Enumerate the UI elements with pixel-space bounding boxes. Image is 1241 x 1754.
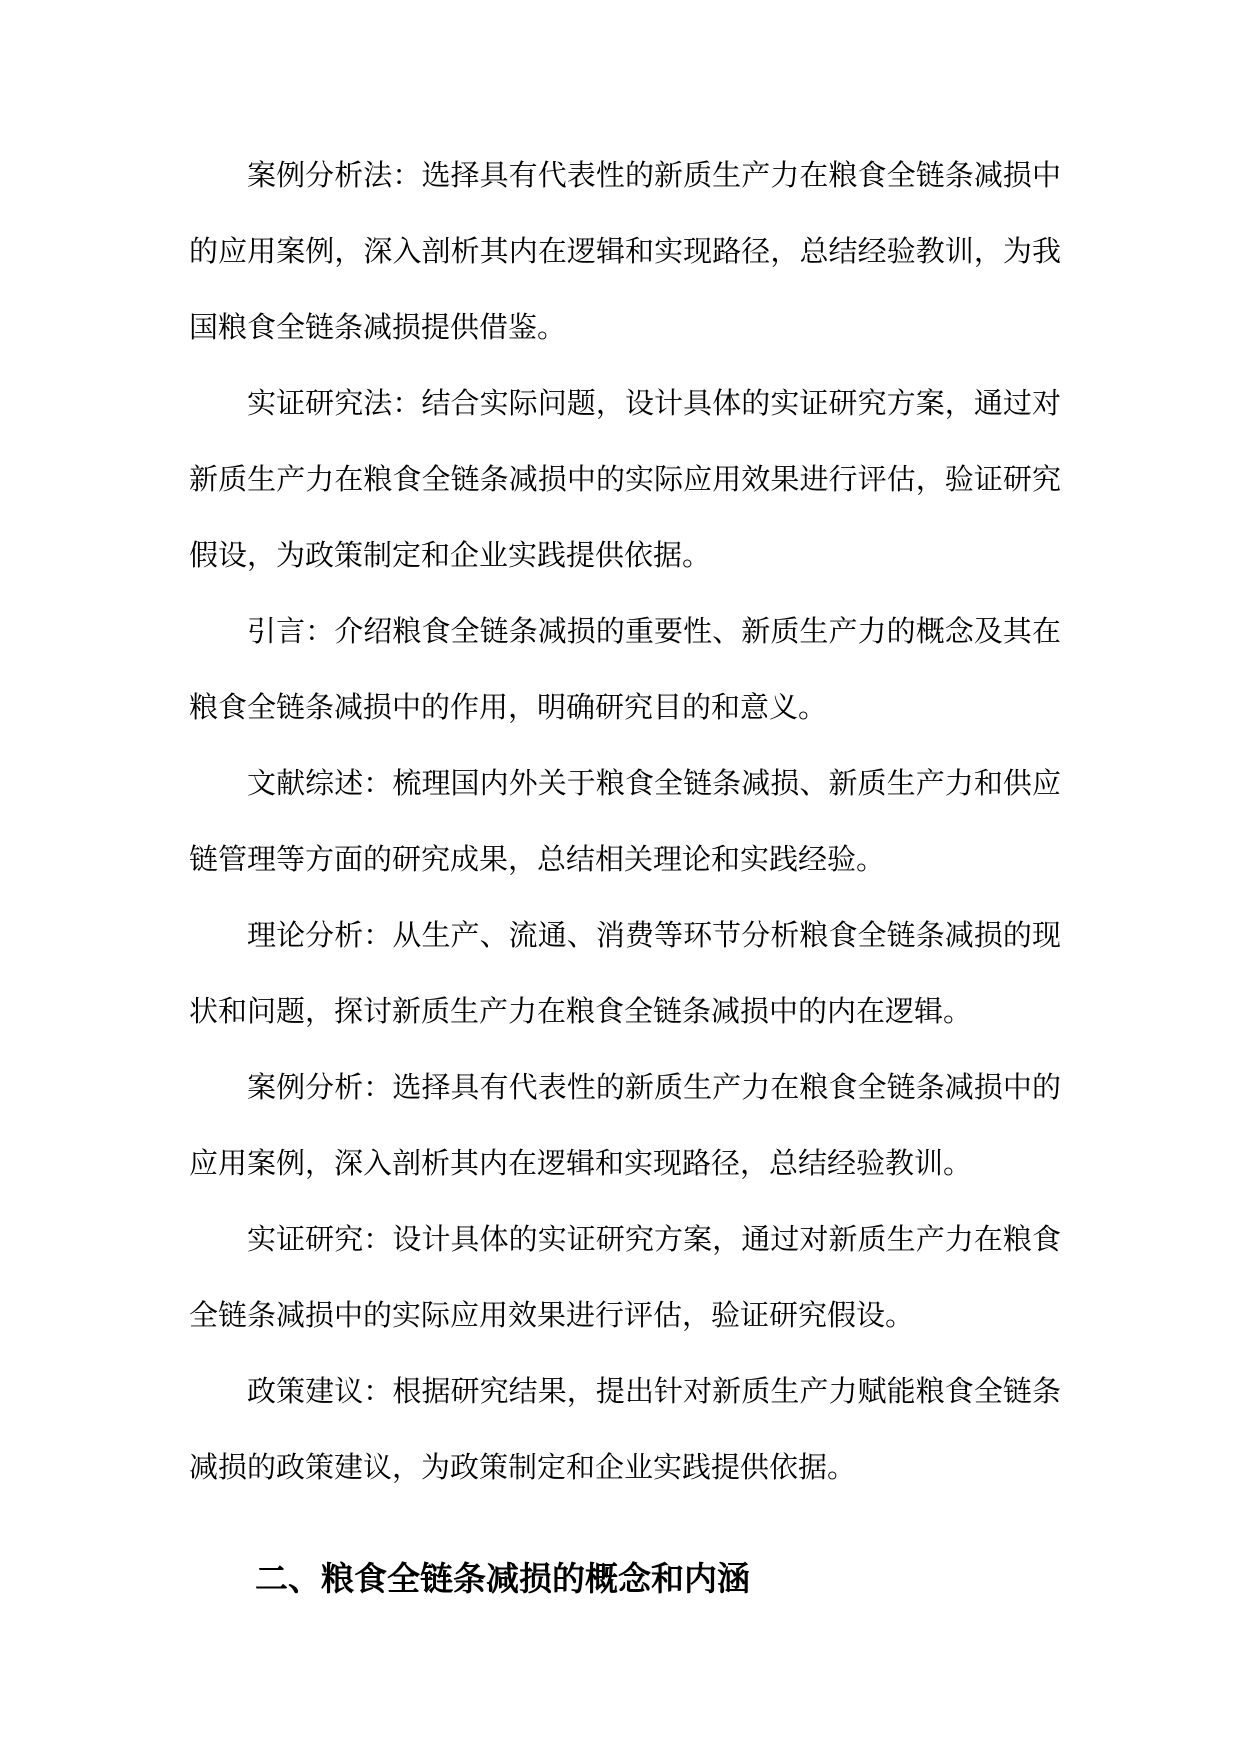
paragraph-case-analysis: 案例分析：选择具有代表性的新质生产力在粮食全链条减损中的应用案例，深入剖析其内在逻辑和实现路径，总结经验教训。 <box>189 1070 1061 1180</box>
paragraph-policy-suggestions: 政策建议：根据研究结果，提出针对新质生产力赋能粮食全链条减损的政策建议，为政策制定和企业实践提供依据。 <box>189 1374 1061 1484</box>
section-heading: 二、粮食全链条减损的概念和内涵 <box>255 1559 750 1598</box>
paragraph-empirical-research: 实证研究：设计具体的实证研究方案，通过对新质生产力在粮食全链条减损中的实际应用效果进行评估，验证研究假设。 <box>189 1222 1061 1332</box>
paragraph-theoretical-analysis: 理论分析：从生产、流通、消费等环节分析粮食全链条减损的现状和问题，探讨新质生产力在粮食全链条减损中的内在逻辑。 <box>189 918 1061 1028</box>
paragraph-introduction: 引言：介绍粮食全链条减损的重要性、新质生产力的概念及其在粮食全链条减损中的作用，明确研究目的和意义。 <box>189 614 1061 724</box>
document-body <box>189 137 1061 1617</box>
paragraph-case-analysis-method: 案例分析法：选择具有代表性的新质生产力在粮食全链条减损中的应用案例，深入剖析其内在逻辑和实现路径，总结经验教训，为我国粮食全链条减损提供借鉴。 <box>189 158 1061 344</box>
paragraph-empirical-research-method: 实证研究法：结合实际问题，设计具体的实证研究方案，通过对新质生产力在粮食全链条减损中的实际应用效果进行评估，验证研究假设，为政策制定和企业实践提供依据。 <box>189 386 1061 572</box>
paragraph-literature-review: 文献综述：梳理国内外关于粮食全链条减损、新质生产力和供应链管理等方面的研究成果，总结相关理论和实践经验。 <box>189 766 1061 876</box>
